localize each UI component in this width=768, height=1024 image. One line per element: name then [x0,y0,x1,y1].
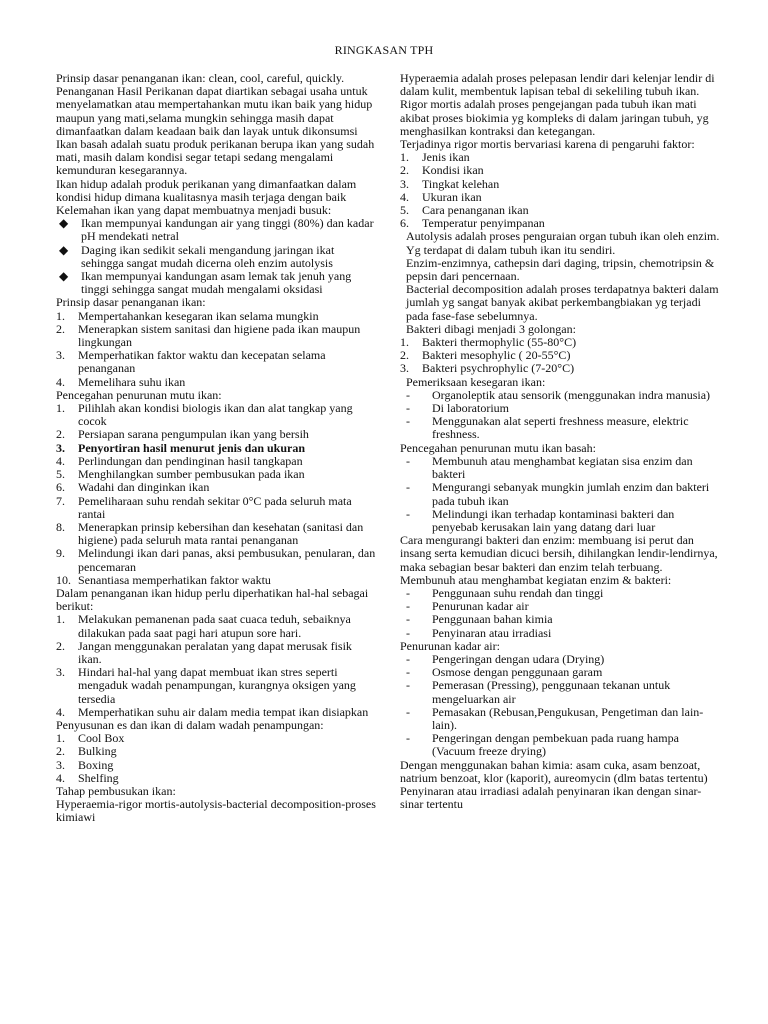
prevention-heading: Pencegahan penurunan mutu ikan: [56,387,222,402]
list-item: - Pemasakan (Rebusan,Pengukusan, Pengetiman dan lain-lain). [406,704,704,732]
list-item: 6. Temperatur penyimpanan [400,216,545,231]
list-item: 10. Senantiasa memperhatikan faktor waktu [56,572,271,587]
wet-fish-prevention-list [400,455,722,534]
list-item: 2. Bulking [56,744,117,759]
list-item: 9. Melindungi ikan dari panas, aksi pembusukan, penularan, dan pencemaran [56,546,376,574]
right-column [400,72,722,811]
list-item: 4. Perlindungan dan pendinginan hasil tangkapan [56,453,303,468]
list-item: 4. Ukuran ikan [400,189,482,204]
page-title: RINGKASAN TPH [334,43,434,57]
spoilage-heading: Tahap pembusukan ikan: [56,783,176,798]
list-item: 1. Jenis ikan [400,150,470,165]
list-item: 3. Tingkat kelehan [400,176,500,191]
list-item: - Menggunakan alat seperti freshness measure, elektric freshness. [406,414,689,442]
list-item: 3. Memperhatikan faktor waktu dan kecepatan selama penanganan [56,348,326,376]
list-item: - Membunuh atau menghambat kegiatan sisa enzim dan bakteri [406,453,693,482]
bullet-icon: ◆ [59,242,69,257]
weakness-list [56,217,378,296]
weakness-heading: Kelemahan ikan yang dapat membuatnya menjadi busuk: [56,203,332,218]
list-item: - Melindungi ikan terhadap kontaminasi bakteri dan penyebab kerusakan lain yang datang dari luar [406,506,675,534]
spoilage-stages: Hyperaemia-rigor mortis-autolysis-bacterial decomposition-proses kimiawi [56,797,376,825]
list-item: - Pengeringan dengan udara (Drying) [406,651,605,666]
principle-heading: Prinsip dasar penanganan ikan: [56,295,206,310]
ice-arrangement-list [56,732,378,785]
bacteria-heading: Bakteri dibagi menjadi 3 golongan: [406,321,576,336]
paragraph-reduce-bacteria: Cara mengurangi bakteri dan enzim: membuang isi perut dan insang serta kemudian dicuci bersih, dihilangkan lendir-lendirnya, maka sebagian besar bakteri dan enzim telah terbuang. [400,533,718,574]
list-item: 3. Hindari hal-hal yang dapat membuat ikan stres seperti mengaduk wadah penampungan, kurangnya oksigen yang tersedia [56,665,356,706]
water-reduction-list [400,653,722,759]
list-item: - Mengurangi sebanyak mungkin jumlah enzim dan bakteri pada tubuh ikan [406,480,710,508]
prevention-list [56,402,378,587]
list-item: 2. Persiapan sarana pengumpulan ikan yang bersih [56,427,309,442]
list-item: 2. Bakteri mesophylic ( 20-55°C) [400,348,571,363]
list-item: - Penyinaran atau irradiasi [406,625,552,640]
water-reduction-heading: Penurunan kadar air: [400,638,500,653]
paragraph-bacterial-decomposition: Bacterial decomposition adalah proses terdapatnya bakteri dalam jumlah yg sangat banyak akibat perkembangbiakan yg terjadi pada fase-fase sebelumnya. [406,282,719,323]
list-item: 4. Memelihara suhu ikan [56,374,186,389]
bacteria-list [400,336,722,376]
list-item: 4. Memperhatikan suhu air dalam media tempat ikan disiapkan [56,704,369,719]
list-item: - Penurunan kadar air [406,599,529,614]
list-item: 7. Pemeliharaan suhu rendah sekitar 0°C pada seluruh mata rantai [56,493,352,521]
list-item: 2. Menerapkan sistem sanitasi dan higiene pada ikan maupun lingkungan [56,321,361,350]
list-item: - Organoleptik atau sensorik (menggunakan indra manusia) [406,387,711,402]
freshness-check-list [400,389,722,442]
paragraph-enzymes: Enzim-enzimnya, cathepsin dari daging, tripsin, chemotripsin & pepsin dari pencernaan. [406,255,715,284]
list-item: - Di laboratorium [406,401,509,416]
paragraph-irradiation: Penyinaran atau irradiasi adalah penyinaran ikan dengan sinar-sinar tertentu [400,783,702,812]
inhibit-heading: Membunuh atau menghambat kegiatan enzim & bakteri: [400,572,672,587]
list-item: 5. Menghilangkan sumber pembusukan pada ikan [56,467,305,482]
paragraph-wet-fish: Ikan basah adalah suatu produk perikanan berupa ikan yang sudah mati, masih dalam kondisi segar tetapi sedang mengalami kemunduran kesegarannya. [56,137,375,178]
paragraph-rigor-mortis: Rigor mortis adalah proses pengejangan pada tubuh ikan mati akibat proses biokimia yg kompleks di dalam jaringan tubuh, yg menghasilkan kontraksi dan ketegangan. [400,97,709,138]
list-item: 1. Bakteri thermophylic (55-80°C) [400,335,577,350]
bullet-icon: ◆ [59,269,69,284]
paragraph-chemicals: Dengan menggunakan bahan kimia: asam cuka, asam benzoat, natrium benzoat, klor (kaporit), aureomycin (dlm batas tertentu) [400,757,708,785]
list-item: 5. Cara penanganan ikan [400,203,529,218]
list-item: 1. Pilihlah akan kondisi biologis ikan dan alat tangkap yang cocok [56,401,353,429]
wet-fish-prevention-heading: Pencegahan penurunan mutu ikan basah: [400,440,596,455]
list-item: ◆ Ikan mempunyai kandungan air yang tinggi (80%) dan kadar pH mendekati netral [56,217,378,243]
list-item: ◆ Daging ikan sedikit sekali mengandung jaringan ikat sehingga sangat mudah dicerna oleh enzim autolysis [56,244,378,270]
list-item: 6. Wadahi dan dinginkan ikan [56,480,210,495]
bullet-icon: ◆ [59,216,69,231]
ice-arrangement-heading: Penyusunan es dan ikan di dalam wadah penampungan: [56,717,324,732]
list-item: 1. Melakukan pemanenan pada saat cuaca teduh, sebaiknya dilakukan pada saat pagi hari atupun sore hari. [56,612,351,640]
live-handling-heading: Dalam penanganan ikan hidup perlu diperhatikan hal-hal sebagai berikut: [56,585,369,614]
freshness-check-heading: Pemeriksaan kesegaran ikan: [406,374,546,389]
principle-list [56,310,378,389]
list-item: - Pemerasan (Pressing), penggunaan tekanan untuk mengeluarkan air [406,678,671,706]
list-item: 3. Bakteri psychrophylic (7-20°C) [400,361,575,376]
inhibit-list [400,587,722,640]
list-item: 2. Kondisi ikan [400,163,484,178]
list-item: 1. Mempertahankan kesegaran ikan selama mungkin [56,308,319,323]
list-item: ◆ Ikan mempunyai kandungan asam lemak tak jenuh yang tinggi sehingga sangat mudah mengalami oksidasi [56,270,378,296]
list-item: 3. Boxing [56,757,114,772]
list-item: - Penggunaan suhu rendah dan tinggi [406,585,604,600]
list-item: - Osmose dengan penggunaan garam [406,665,603,680]
rigor-factors-heading: Terjadinya rigor mortis bervariasi karena di pengaruhi faktor: [400,137,695,152]
rigor-factors-list [400,151,722,230]
paragraph-live-fish: Ikan hidup adalah produk perikanan yang dimanfaatkan dalam kondisi hidup dimana kualitasnya masih terjaga dengan baik [56,176,357,204]
list-item: - Penggunaan bahan kimia [406,612,553,627]
list-item: 3. Penyortiran hasil menurut jenis dan ukuran [56,440,306,455]
paragraph-hyperaemia: Hyperaemia adalah proses pelepasan lendir dari kelenjar lendir di dalam kulit, membentuk lapisan tebal di sekeliling tubuh ikan. [400,71,715,99]
list-item: 4. Shelfing [56,770,119,785]
paragraph-autolysis: Autolysis adalah proses penguraian organ tubuh ikan oleh enzim. Yg terdapat di dalam tubuh ikan itu sendiri. [406,229,720,257]
list-item: 2. Jangan menggunakan peralatan yang dapat merusak fisik ikan. [56,638,352,666]
paragraph-principle: Prinsip dasar penanganan ikan: clean, cool, careful, quickly. [56,71,345,85]
list-item: 8. Menerapkan prinsip kebersihan dan kesehatan (sanitasi dan higiene) pada seluruh mata rantai penanganan [56,519,364,548]
list-item: - Pengeringan dengan pembekuan pada ruang hampa (Vacuum freeze drying) [406,731,679,759]
live-handling-list [56,613,378,719]
list-item: 1. Cool Box [56,731,125,746]
paragraph-definition: Penanganan Hasil Perikanan dapat diartikan sebagai usaha untuk menyelamatkan atau mempertahankan mutu ikan baik yang hidup maupun yang mati,selama mungkin sehingga masih dapat dimanfaatkan dalam keadaan baik dan layak untuk dikonsumsi [56,84,373,138]
left-column [56,72,378,825]
